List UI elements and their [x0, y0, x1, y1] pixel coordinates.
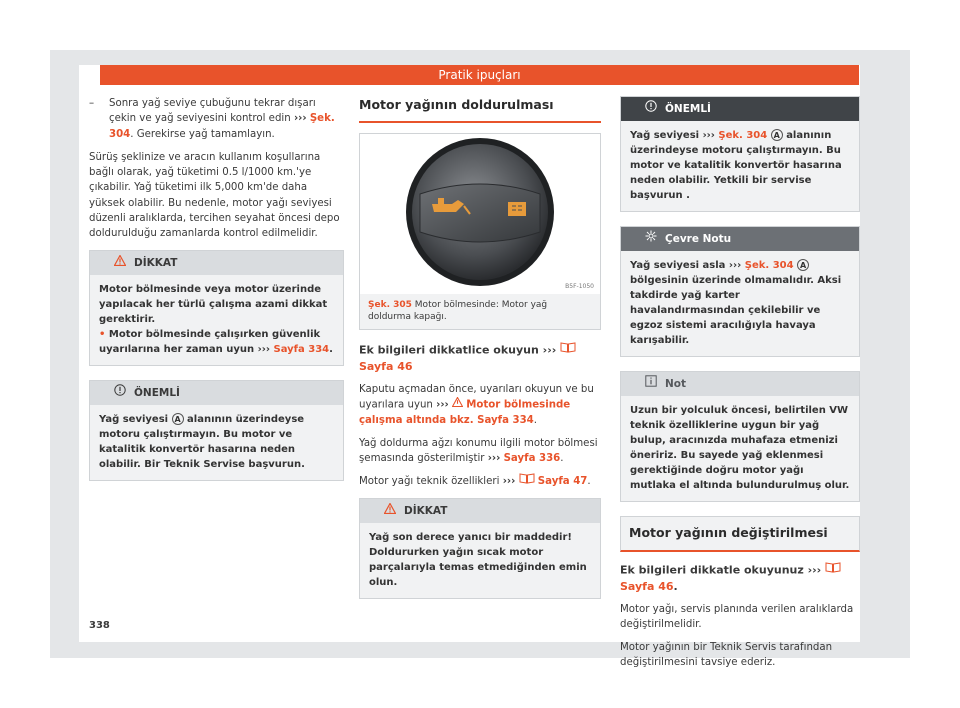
warning-triangle-icon [114, 251, 126, 275]
figure [359, 133, 601, 330]
important-title: ÖNEMLİ [665, 103, 711, 115]
warning-box-body: Yağ son derece yanıcı bir maddedir! Doldururken yağın sıcak motor parçalarıyla temas etmediğinden emin olun. [360, 523, 600, 598]
bullet: • [99, 328, 106, 340]
list-item [89, 96, 344, 142]
paragraph: Motor yağının bir Teknik Servis tarafından değiştirilmesini tavsiye ederiz. [620, 641, 833, 668]
figure-link[interactable]: Şek. 304 [718, 130, 768, 141]
oil-cap-image [360, 134, 600, 294]
dash-marker: – [89, 98, 95, 109]
marker-a: A [172, 413, 184, 425]
figure-caption: Şek. 305 Motor bölmesinde: Motor yağ doldurma kapağı. [360, 294, 600, 329]
page-link[interactable]: Sayfa 336 [503, 453, 561, 465]
important-title: ÖNEMLİ [134, 386, 180, 399]
marker-a: A [797, 259, 809, 271]
note-title: Not [665, 378, 687, 390]
arrows: ››› [293, 113, 307, 125]
info-circle-icon [645, 97, 657, 121]
warning-title: DİKKAT [134, 256, 178, 269]
warning-box [359, 498, 601, 599]
figure-code: B5F-1050 [565, 282, 594, 290]
paragraph: Yağ doldurma ağzı konumu ilgili motor bölmesi şemasında gösterilmiştir ››› Sayfa 336. [359, 437, 598, 465]
book-icon [508, 202, 526, 216]
paragraph: Motor yağı teknik özellikleri ››› Sayfa 47. [359, 473, 601, 489]
note-box-body: Uzun bir yolculuk öncesi, belirtilen VW teknik özelliklerine uygun bir yağ bulup, aracınızda muhafaza etmenizi öneririz. Bu sayede yağ eklenmesi gerektiğinde doğru motor yağı mutlaka el altında bulundurulmuş olur. [621, 396, 859, 501]
paragraph: Motor yağı, servis planında verilen aralıklarda değiştirilmelidir. [620, 604, 854, 631]
column-3 [620, 96, 860, 677]
figure-link[interactable]: Şek. 304 [744, 260, 794, 271]
warning-triangle-icon [384, 499, 396, 523]
ek-bilgi: Ek bilgileri dikkatlice okuyun ››› Sayfa 46 [359, 342, 601, 375]
book-icon [560, 342, 576, 359]
page-link[interactable]: Sayfa 46 [620, 579, 674, 593]
page-link[interactable]: Sayfa 334 [273, 343, 330, 355]
list-item-text: Sonra yağ seviye çubuğunu tekrar dışarı çekin ve yağ seviyesini kontrol edin ››› Şek. 304. Gerekirse yağ tamamlayın. [109, 98, 335, 140]
info-circle-icon [114, 381, 126, 405]
environment-note-box [620, 226, 860, 357]
column-1 [89, 96, 344, 495]
important-box-body: Yağ seviyesi A alanının üzerindeyse motoru çalıştırmayın. Bu motor ve katalitik konvertör hasarına neden olabilir. Bir Teknik Servise başvurun. [90, 405, 343, 480]
marker-a: A [771, 129, 783, 141]
important-box-header [90, 381, 343, 405]
note-box [620, 371, 860, 502]
page-link[interactable]: Motor bölmesinde çalışma altında bkz. Sayfa 334 [359, 400, 571, 427]
page-link[interactable]: Sayfa 47 [537, 476, 588, 488]
environment-note-body: Yağ seviyesi asla ››› Şek. 304 A bölgesinin üzerinde olmamalıdır. Aksi takdirde yağ karter havalandırmasından çekilebilir ve egzoz sistemi aracılığıyla havaya karışabilir. [621, 251, 859, 356]
important-box-body: Yağ seviyesi ››› Şek. 304 A alanının üzerindeyse motoru çalıştırmayın. Bu motor ve katalitik konvertör hasarına neden olabilir. Yetkili bir servise başvurun . [621, 121, 859, 211]
page-number: 338 [89, 620, 110, 631]
ek-bilgi: Ek bilgileri dikkatle okuyunuz ››› Sayfa 46. [620, 562, 860, 595]
column-2 [359, 96, 601, 613]
environment-note-header [621, 227, 859, 251]
chapter-header: Pratik ipuçları [100, 65, 859, 85]
leaf-icon [645, 227, 657, 251]
warning-box-body: Motor bölmesinde veya motor üzerinde yapılacak her türlü çalışma azami dikkat gerektirir. • Motor bölmesinde çalışırken güvenlik uyarılarına her zaman uyun ››› Sayfa 334. [90, 275, 343, 365]
book-icon [519, 473, 535, 489]
paragraph: Sürüş şeklinize ve aracın kullanım koşullarına bağlı olarak, yağ tüketimi 0.5 l/1000 km.'ye çıkabilir. Yağ tüketimi ilk 5,000 km'de daha yüksek olabilir. Bu nedenle, motor yağı seviyesi düzenli aralıklarda, tercihen seyahat öncesi depo doldurulduğu zamanlarda kontrol edilmelidir. [89, 151, 340, 240]
section-title: Motor yağının değiştirilmesi [620, 516, 860, 552]
environment-note-title: Çevre Notu [665, 233, 732, 245]
note-box-header [621, 372, 859, 396]
page-link[interactable]: Sayfa 46 [359, 359, 413, 373]
warning-box-header [90, 251, 343, 275]
warning-title: DİKKAT [404, 504, 448, 517]
section-title: Motor yağının doldurulması [359, 96, 601, 123]
warning-box [89, 250, 344, 366]
important-box-header [621, 97, 859, 121]
figure-link[interactable]: Şek. 304 [109, 113, 335, 140]
warning-box-header [360, 499, 600, 523]
warning-triangle-icon [452, 397, 463, 412]
important-box [620, 96, 860, 212]
important-box [89, 380, 344, 481]
note-icon [645, 372, 657, 396]
paragraph: Kaputu açmadan önce, uyarıları okuyun ve bu uyarılara uyun ››› Motor bölmesinde çalışma altında bkz. Sayfa 334. [359, 384, 594, 427]
book-icon [825, 562, 841, 579]
